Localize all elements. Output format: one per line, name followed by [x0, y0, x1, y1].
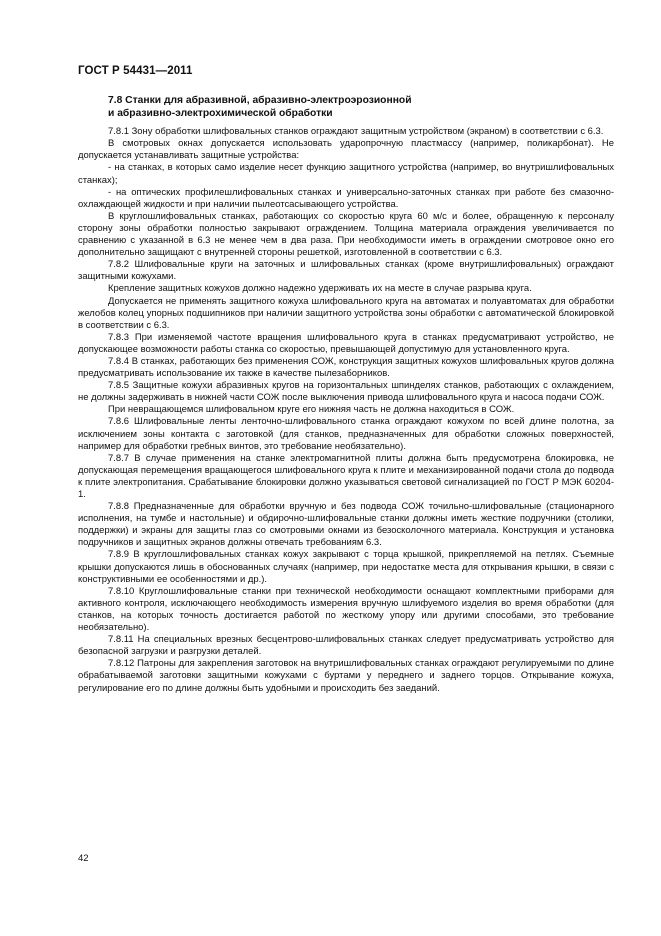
- paragraph: 7.8.5 Защитные кожухи абразивных кругов на горизонтальных шпинделях станков, работающих с охлаждением, не должны задерживать в нижней части СОЖ после выключения привода шлифовального круга и насоса подачи СОЖ.: [78, 380, 614, 404]
- section-title-line-2: и абразивно-электрохимической обработки: [108, 107, 333, 119]
- paragraph: При невращающемся шлифовальном круге его нижняя часть не должна находиться в СОЖ.: [108, 404, 515, 416]
- page-number: 42: [78, 853, 89, 864]
- section-title: [78, 95, 614, 120]
- paragraph: 7.8.10 Круглошлифовальные станки при технической необходимости оснащают комплектными приборами для активного контроля, исключающего необходимость измерения вручную шлифуемого изделия во время обработки (для станков, на которых точность достигается работой по жесткому упору или другими способами, это требование необязательно).: [78, 585, 614, 634]
- paragraph: 7.8.11 На специальных врезных бесцентрово-шлифовальных станках следует предусматривать устройство для безопасной загрузки и разгрузки деталей.: [78, 634, 614, 658]
- paragraph: 7.8.8 Предназначенные для обработки вручную и без подвода СОЖ точильно-шлифовальные (стационарного исполнения, на тумбе и настольные) и обдирочно-шлифовальные станки должны иметь жесткие подручники (столики, поддержки) и экраны для защиты глаз со смотровыми окнами из безосколочного материала. Конструкция и установка подручников и защитных экранов должны отвечать требованиям 6.3.: [78, 501, 614, 549]
- paragraph: 7.8.2 Шлифовальные круги на заточных и шлифовальных станках (кроме внутришлифовальных) ограждают защитными кожухами.: [78, 259, 614, 283]
- paragraph: 7.8.3 При изменяемой частоте вращения шлифовального круга в станках предусматривают устройство, не допускающее возможности работы станка со скоростью, превышающей допустимую для установленного круга.: [78, 331, 614, 355]
- paragraph: Допускается не применять защитного кожуха шлифовального круга на автоматах и полуавтоматах для обработки желобов колец упорных подшипников при наличии защитного устройства зоны обработки с автоматической блокировкой в соответствии с 6.3.: [78, 295, 614, 331]
- paragraph: Крепление защитных кожухов должно надежно удерживать их на месте в случае разрыва круга.: [108, 283, 532, 295]
- document-body: [78, 95, 614, 695]
- section-title-line-1: 7.8 Станки для абразивной, абразивно-электроэрозионной: [108, 95, 412, 106]
- paragraph: В смотровых окнах допускается использовать ударопрочную пластмассу (например, поликарбонат). Не допускается устанавливать защитные устройства:: [78, 138, 614, 162]
- paragraph: - на оптических профилешлифовальных станках и универсально-заточных станках при работе без смазочно-охлаждающей жидкости и при наличии пылеотсасывающего устройства.: [78, 186, 614, 210]
- paragraph: 7.8.9 В круглошлифовальных станках кожух закрывают с торца крышкой, прикрепляемой на петлях. Съемные крышки допускаются лишь в обоснованных случаях (например, при недостатке места для открывания крышки, в связи с конструктивными ее особенностями и др.).: [78, 549, 614, 585]
- paragraph: 7.8.6 Шлифовальные ленты ленточно-шлифовального станка ограждают кожухом по всей длине полотна, за исключением зоны контакта с заготовкой (для станков, предназначенных для обработки сложных поверхностей, например для обработки гребных винтов, это требование необязательно).: [78, 416, 614, 452]
- paragraph: 7.8.4 В станках, работающих без применения СОЖ, конструкция защитных кожухов шлифовальных кругов должна предусматривать использование их также в качестве пылезаборников.: [78, 355, 614, 380]
- document-header: ГОСТ Р 54431—2011: [78, 65, 193, 77]
- paragraph: 7.8.12 Патроны для закрепления заготовок на внутришлифовальных станках ограждают регулируемыми по длине обрабатываемой заготовки защитными кожухами с буртами у переднего и заднего торцов. Открывание кожуха, регулирование его по длине должны быть удобными и происходить без заеданий.: [78, 658, 614, 694]
- paragraph: - на станках, в которых само изделие несет функцию защитного устройства (например, во внутришлифовальных станках);: [78, 162, 614, 186]
- paragraph: 7.8.1 Зону обработки шлифовальных станков ограждают защитным устройством (экраном) в соответствии с 6.3.: [108, 126, 604, 138]
- paragraph: В круглошлифовальных станках, работающих со скоростью круга 60 м/с и более, обращенную к персоналу сторону зоны обработки полностью закрывают ограждением. Толщина материала ограждения увеличивается по сравнению с указанной в 6.3 не менее чем в два раза. При необходимости иметь в ограждении смотровое окно его дополнительно защищают с внутренней стороны решеткой, изготовленной в соответствии с 6.3.: [78, 210, 614, 259]
- paragraph: 7.8.7 В случае применения на станке электромагнитной плиты должна быть предусмотрена блокировка, не допускающая перемещения вращающегося шлифовального круга к плите и механизированной подачи стола до подвода к плите электропитания. Срабатывание блокировки должно указываться световой сигнализацией по ГОСТ Р МЭК 60204-1.: [78, 452, 614, 500]
